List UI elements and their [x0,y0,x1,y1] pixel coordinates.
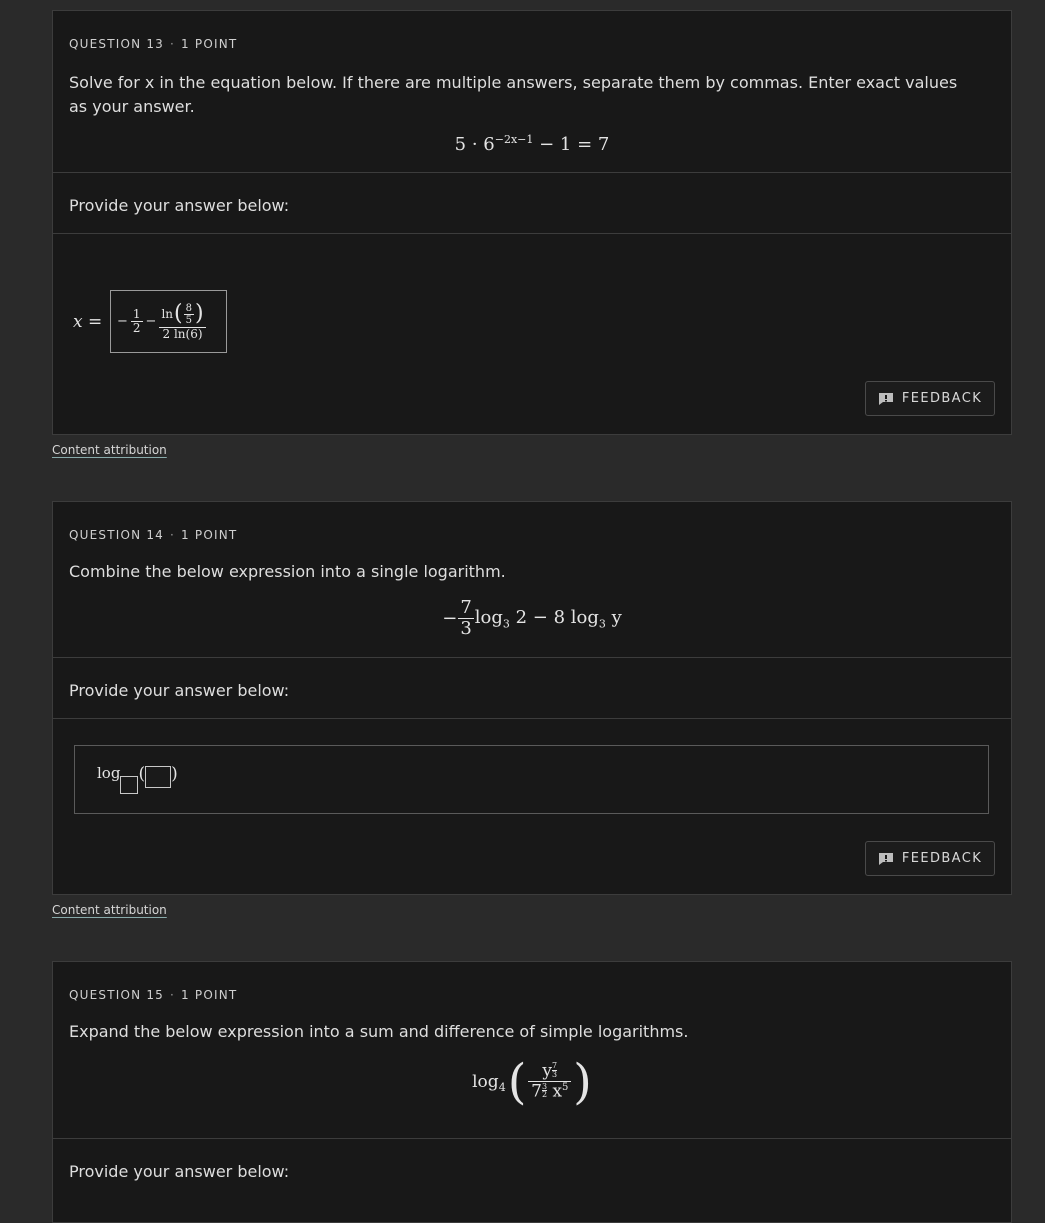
question-points: 1 POINT [181,528,238,542]
log-label: log [97,764,121,782]
provide-answer-label: Provide your answer below: [69,681,290,700]
question-13-body [53,11,1011,173]
question-points: 1 POINT [181,37,238,51]
equation: $5 \cdot 6^{-2x-1} - 1 = 7$ [454,133,610,155]
question-15-header: QUESTION 15 · 1 POINT [69,988,238,1002]
answer-input[interactable]: − $\frac{1}{2}$ − ln ( $\frac{8}{5}$ ) 2 ln(6) [110,290,227,353]
question-14-header: QUESTION 14 · 1 POINT [69,528,238,542]
feedback-button[interactable]: FEEDBACK [865,381,995,416]
question-points: 1 POINT [181,988,238,1002]
log-argument-input[interactable] [145,766,171,788]
content-attribution-link[interactable]: Content attribution [52,903,167,917]
provide-answer-row [53,1139,1011,1199]
expression: log $_4$ ( y $^{\frac{7}{3}}$ 7 $^{\frac{3}{2}}$ $x^5$ ) [472,1054,592,1110]
question-prompt: Solve for x in the equation below. If there are multiple answers, separate them by commas. Enter exact values as your answer. [69,73,958,116]
question-14-card [52,501,1012,895]
content-attribution-link[interactable]: Content attribution [52,443,167,457]
question-15-body [53,962,1011,1139]
answer-variable: x = [73,312,103,332]
provide-answer-label: Provide your answer below: [69,1162,290,1181]
answer-area [53,234,1011,434]
question-prompt: Combine the below expression into a single logarithm. [69,562,506,581]
question-13-header: QUESTION 13 · 1 POINT [69,37,238,51]
question-number: QUESTION 13 [69,37,165,51]
question-13-card [52,10,1012,435]
feedback-alert-icon [878,852,894,866]
question-14-body [53,502,1011,658]
provide-answer-row [53,658,1011,719]
question-prompt: Expand the below expression into a sum and difference of simple logarithms. [69,1022,689,1041]
feedback-button[interactable]: FEEDBACK [865,841,995,876]
question-number: QUESTION 15 [69,988,165,1002]
provide-answer-label: Provide your answer below: [69,196,290,215]
expression: − $\frac{7}{3}$ $\log_3 2 - 8$ $\log_3 y$ [442,597,622,639]
question-number: QUESTION 14 [69,528,165,542]
answer-area [53,719,1011,894]
feedback-alert-icon [878,392,894,406]
answer-field[interactable]: log ( ) [74,745,989,814]
log-base-input[interactable] [120,776,138,794]
question-15-card [52,961,1012,1223]
provide-answer-row [53,173,1011,234]
